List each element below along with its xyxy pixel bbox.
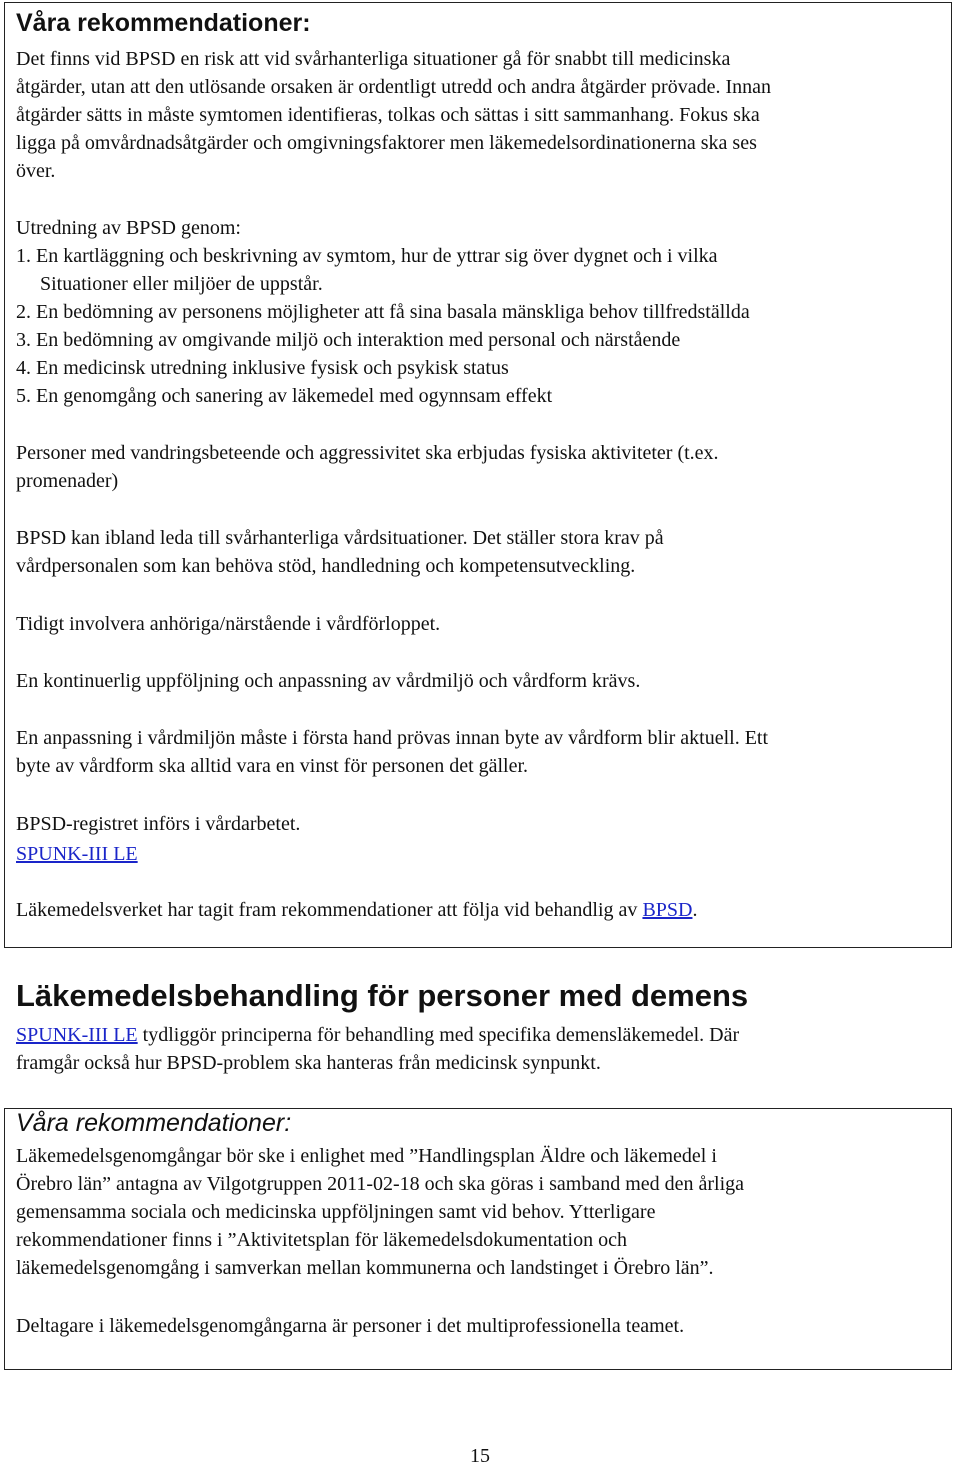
agency-text: Läkemedelsverket har tagit fram rekommendationer att följa vid behandlig av [16,899,638,921]
intro-line-5: över. [16,160,56,182]
box2-line-3: gemensamma sociala och medicinska uppföljningen samt vid behov. Ytterligare [16,1201,656,1223]
intro-line-3: åtgärder sätts in måste symtomen identifieras, tolkas och sättas i sitt sammanhang. Fokus ska [16,104,760,126]
box2-line-1: Läkemedelsgenomgångar bör ske i enlighet med ”Handlingsplan Äldre och läkemedel i [16,1145,717,1167]
demands-line-1: BPSD kan ibland leda till svårhanterliga vårdsituationer. Det ställer stora krav på [16,527,664,549]
registry-line: BPSD-registret införs i vårdarbetet. [16,813,301,835]
list-item-continuation: Situationer eller miljöer de uppstår. [40,273,323,295]
intro-line-1: Det finns vid BPSD en risk att vid svårhanterliga situationer gå för snabbt till medicinska [16,48,731,70]
activity-line-2: promenader) [16,470,119,492]
agency-period: . [692,899,698,921]
spunk-link-2[interactable]: SPUNK-III LE [16,1024,138,1046]
intro-line-4: ligga på omvårdnadsåtgärder och omgivningsfaktorer men läkemedelsordinationerna ska ses [16,132,757,154]
recommendations-heading-1: Våra rekommendationer: [16,9,311,37]
demands-line-2: vårdpersonalen som kan behöva stöd, handledning och kompetensutveckling. [16,555,636,577]
box2-line-4: rekommendationer finns i ”Aktivitetsplan för läkemedelsdokumentation och [16,1229,627,1251]
page-number: 15 [470,1445,490,1467]
relatives-line: Tidigt involvera anhöriga/närstående i vårdförloppet. [16,613,441,635]
section-line-1 [16,1021,739,1049]
list-item: 4. En medicinsk utredning inklusive fysisk och psykisk status [16,357,509,379]
activity-line-1: Personer med vandringsbeteende och aggressivitet ska erbjudas fysiska aktiviteter (t.ex. [16,442,719,464]
intro-line-2: åtgärder, utan att den utlösande orsaken är ordentligt utredd och andra åtgärder prövade. Innan [16,76,771,98]
box2-line-5: läkemedelsgenomgång i samverkan mellan kommunerna och landstinget i Örebro län”. [16,1257,714,1279]
list-item: 2. En bedömning av personens möjligheter att få sina basala mänskliga behov tillfredställda [16,301,750,323]
section-line-1-text: tydliggör principerna för behandling med specifika demensläkemedel. Där [137,1024,740,1046]
box2-line-2: Örebro län” antagna av Vilgotgruppen 2011-02-18 och ska göras i samband med den årliga [16,1173,745,1195]
adapt-line-2: byte av vårdform ska alltid vara en vinst för personen det gäller. [16,755,529,777]
list-item: 1. En kartläggning och beskrivning av symtom, hur de yttrar sig över dygnet och i vilka [16,245,718,267]
participants-line: Deltagare i läkemedelsgenomgångarna är personer i det multiprofessionella teamet. [16,1315,685,1337]
spunk-link[interactable]: SPUNK-III LE [16,843,138,865]
list-title: Utredning av BPSD genom: [16,217,241,239]
followup-line: En kontinuerlig uppföljning och anpassning av vårdmiljö och vårdform krävs. [16,670,641,692]
list-item: 5. En genomgång och sanering av läkemedel med ogynnsam effekt [16,385,553,407]
adapt-line-1: En anpassning i vårdmiljön måste i första hand prövas innan byte av vårdform blir aktuell. Ett [16,727,769,749]
bpsd-link[interactable]: BPSD [642,899,693,921]
agency-line [16,896,697,924]
section-heading: Läkemedelsbehandling för personer med demens [16,978,749,1013]
list-item: 3. En bedömning av omgivande miljö och interaktion med personal och närstående [16,329,681,351]
spunk-link-line [16,840,138,868]
recommendations-heading-2: Våra rekommendationer: [16,1109,292,1137]
section-line-2: framgår också hur BPSD-problem ska hanteras från medicinsk synpunkt. [16,1052,601,1074]
